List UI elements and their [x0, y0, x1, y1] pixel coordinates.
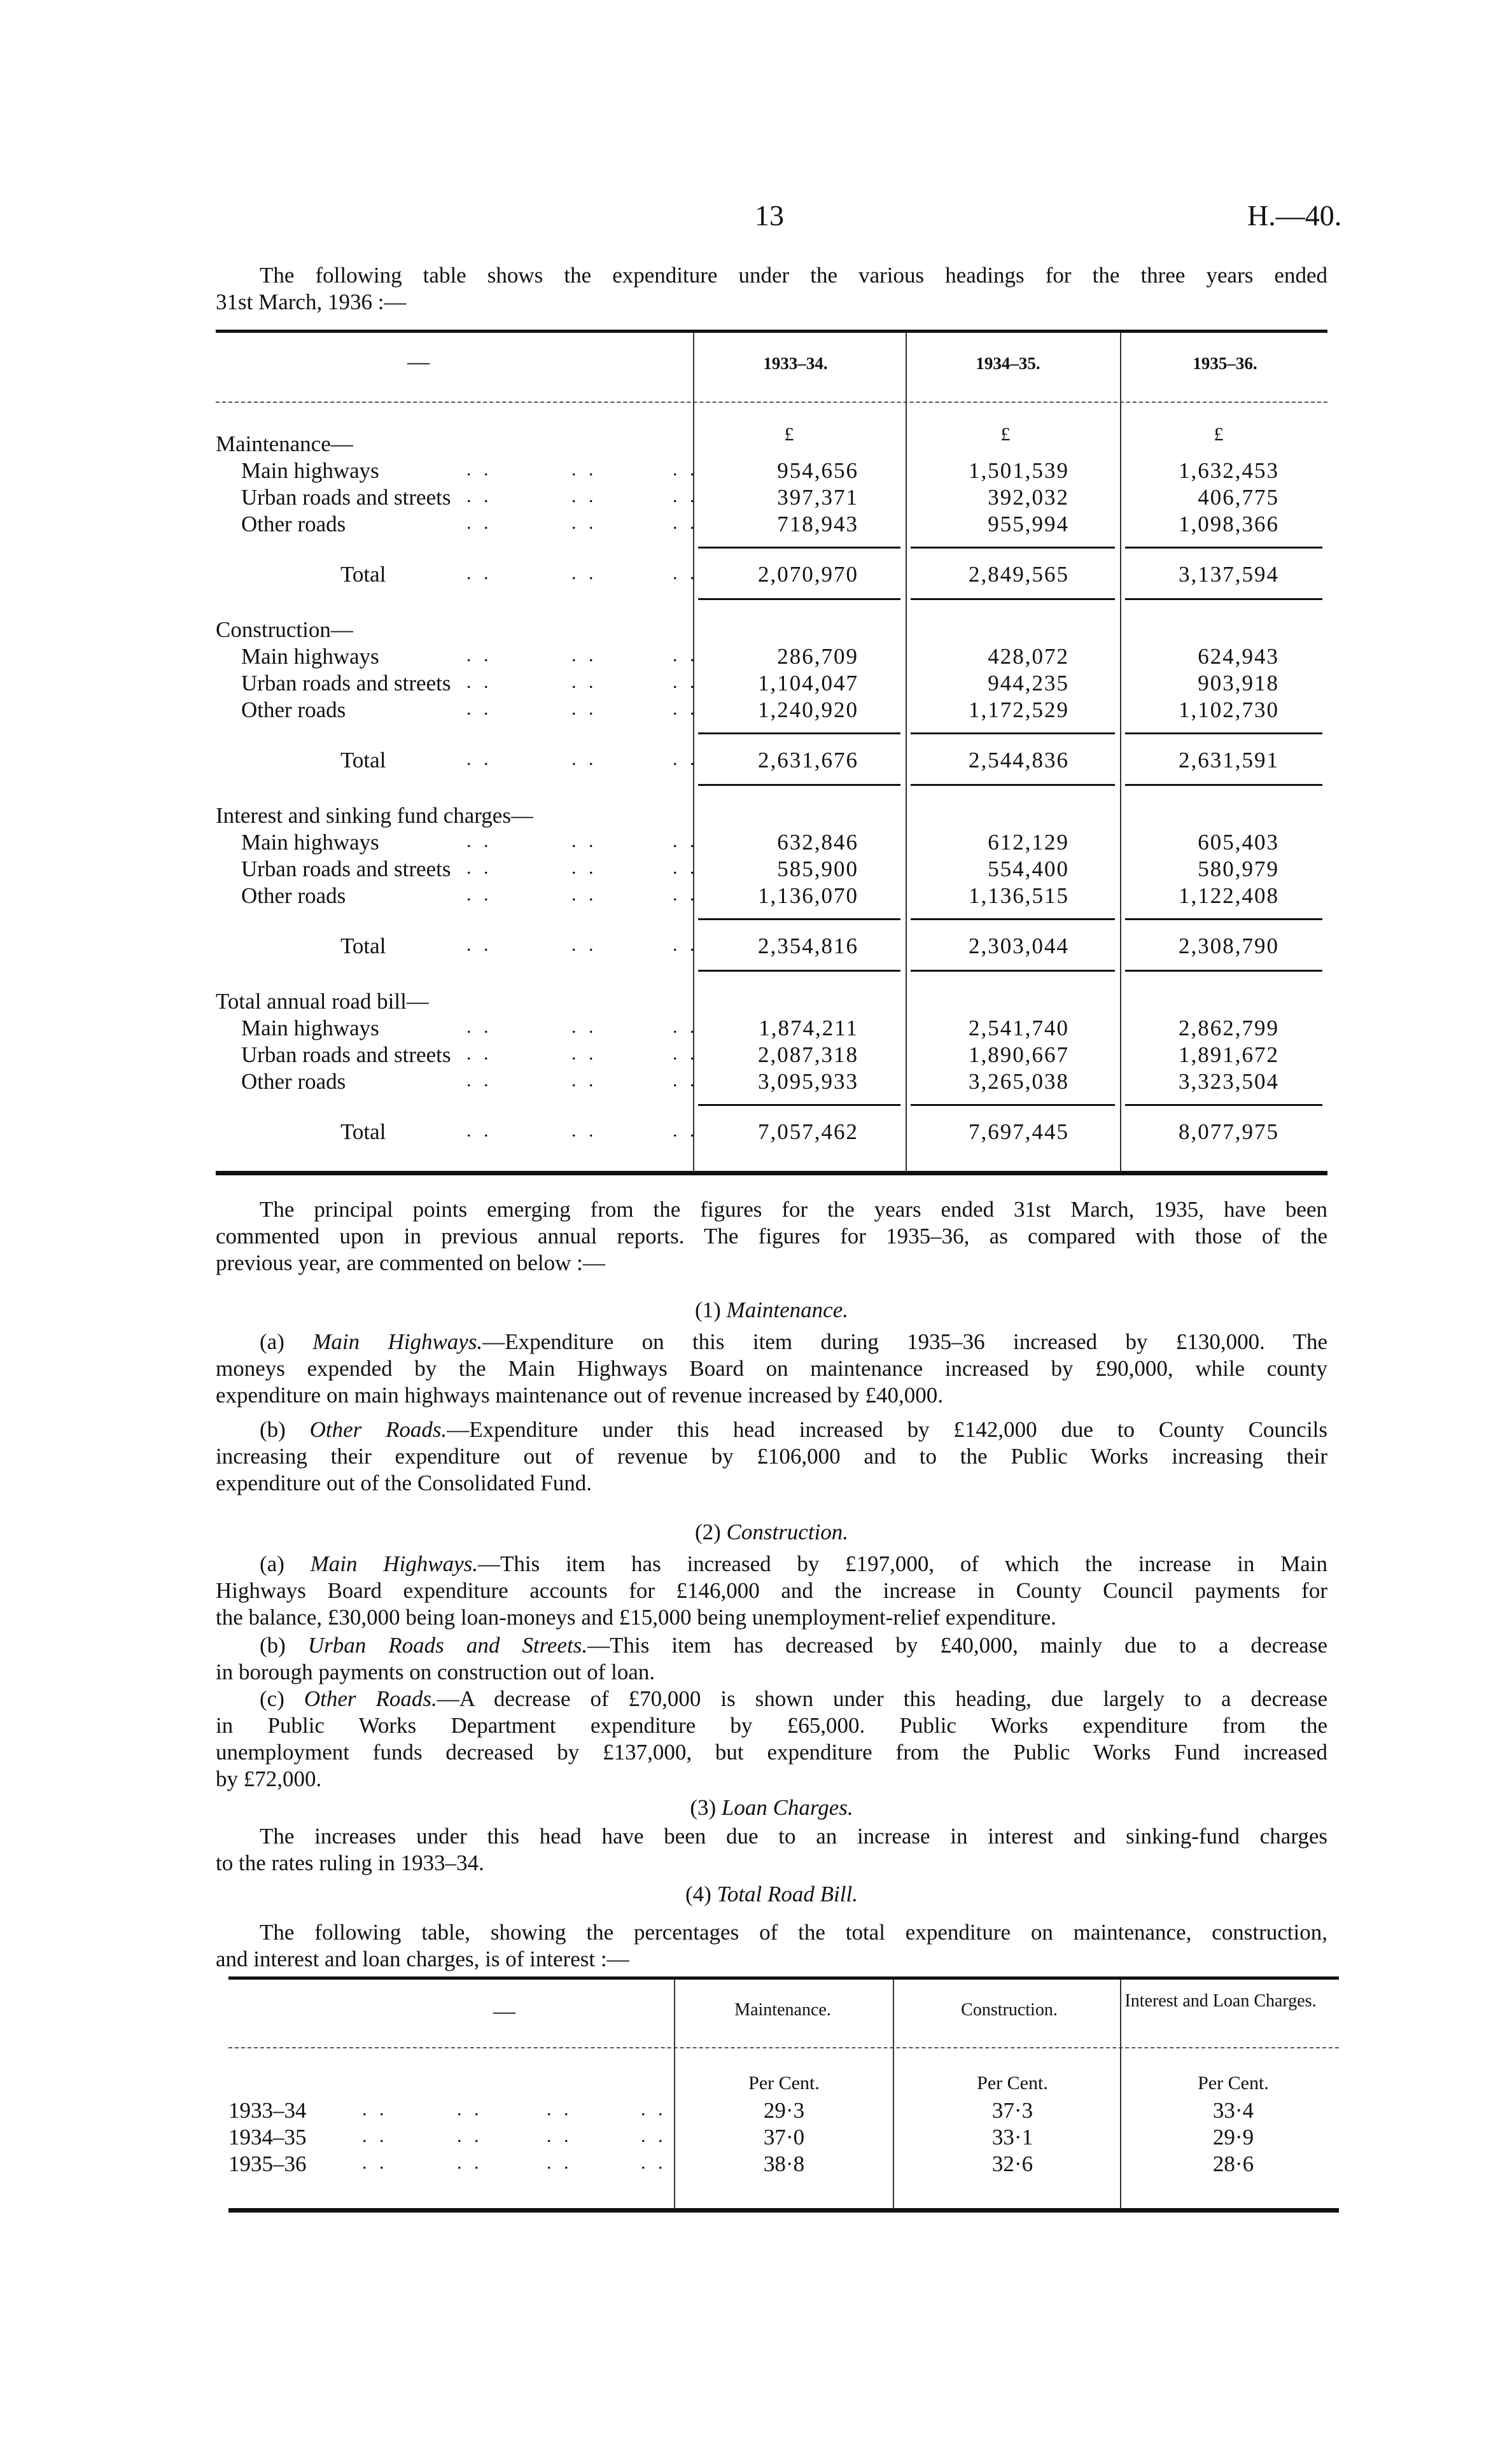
- page-number: 13: [755, 199, 784, 232]
- dot-leader: . .: [571, 645, 598, 666]
- section-number: (1): [694, 1297, 721, 1322]
- amount-cell: 1,136,070: [758, 883, 858, 908]
- text-line: expenditure on main highways maintenance out of revenue increased by £40,000.: [216, 1383, 943, 1408]
- text-line: [216, 1686, 1327, 1712]
- dot-leader: . .: [673, 1120, 699, 1141]
- dot-leader: . .: [673, 698, 699, 719]
- subtotal-rule: [911, 918, 1115, 920]
- dot-leader: . .: [571, 1016, 598, 1037]
- total-rule: [911, 784, 1115, 786]
- dot-leader: . .: [466, 1043, 493, 1064]
- subtotal-rule: [1125, 547, 1322, 549]
- intro-paragraph: [216, 262, 1327, 316]
- row-label: Urban roads and streets: [241, 485, 451, 510]
- total-rule: [698, 784, 900, 786]
- unit-label: Per Cent.: [748, 2073, 820, 2094]
- text-line: previous year, are commented on below :—: [216, 1250, 605, 1275]
- total-cell: 8,077,975: [1179, 1119, 1279, 1144]
- dot-leader: . .: [673, 671, 699, 692]
- dot-leader: . .: [362, 2152, 388, 2173]
- text-line: and interest and loan charges, is of interest :—: [216, 1947, 629, 1971]
- total-label: Total: [340, 562, 386, 587]
- dot-leader: . .: [457, 2152, 483, 2173]
- amount-cell: 2,541,740: [969, 1016, 1069, 1040]
- table-top-rule: [216, 330, 1327, 333]
- total-cell: 2,544,836: [969, 748, 1069, 773]
- dot-leader: . .: [466, 884, 493, 905]
- amount-cell: 428,072: [988, 644, 1069, 669]
- dot-leader: . .: [466, 857, 493, 878]
- dot-leader: . .: [641, 2152, 667, 2173]
- para-title: Other Roads.: [304, 1686, 437, 1711]
- dot-leader: . .: [547, 2099, 573, 2120]
- opening-paragraph: [216, 1196, 1327, 1276]
- table-bottom-rule: [228, 2208, 1339, 2213]
- dot-leader: . .: [571, 748, 598, 769]
- text-line: 31st March, 1936 :—: [216, 290, 407, 314]
- column-header: Interest and Loan Charges.: [1124, 1991, 1317, 2011]
- dot-leader: . .: [466, 1120, 493, 1141]
- text-line: the balance, £30,000 being loan-moneys and £15,000 being unemployment-relief expenditure.: [216, 1605, 1056, 1630]
- dot-leader: . .: [673, 459, 699, 480]
- total-label: Total: [340, 748, 386, 773]
- total-cell: 3,137,594: [1179, 562, 1279, 587]
- row-label: Urban roads and streets: [241, 1042, 451, 1067]
- dot-leader: . .: [571, 1070, 598, 1091]
- percent-cell: 33·4: [1212, 2098, 1254, 2123]
- total-label: Total: [340, 1119, 386, 1144]
- total-label: Total: [340, 934, 386, 958]
- para-label: (b): [260, 1633, 286, 1658]
- text-line: [216, 1551, 1327, 1577]
- row-label: Main highways: [241, 830, 379, 855]
- subtotal-rule: [911, 732, 1115, 734]
- amount-cell: 1,501,539: [969, 458, 1069, 483]
- text-line: [216, 1632, 1327, 1659]
- dot-leader: . .: [641, 2099, 667, 2120]
- amount-cell: 1,102,730: [1179, 697, 1279, 722]
- total-rule: [911, 970, 1115, 972]
- total-cell: 2,308,790: [1179, 934, 1279, 958]
- dot-leader: . .: [571, 698, 598, 719]
- total-cell: 2,631,591: [1179, 748, 1279, 773]
- text-line: The following table shows the expenditure under the various headings for the three years ended: [260, 263, 1327, 288]
- row-label: Other roads: [241, 697, 346, 722]
- subtotal-rule: [1125, 1104, 1322, 1106]
- dot-leader: . .: [673, 1070, 699, 1091]
- text-line: [216, 1329, 1327, 1355]
- dot-leader: . .: [466, 512, 493, 533]
- total-cell: 7,697,445: [969, 1119, 1069, 1144]
- header-blank-dash: —: [493, 1999, 515, 2024]
- dot-leader: . .: [571, 857, 598, 878]
- amount-cell: 954,656: [777, 458, 858, 483]
- dot-leader: . .: [571, 830, 598, 851]
- amount-cell: 1,874,211: [759, 1016, 858, 1040]
- amount-cell: 1,891,672: [1179, 1042, 1279, 1067]
- amount-cell: 585,900: [777, 857, 858, 881]
- text-line: by £72,000.: [216, 1766, 322, 1791]
- dot-leader: . .: [673, 830, 699, 851]
- text-line: moneys expended by the Main Highways Board on maintenance increased by £90,000, while county: [216, 1356, 1327, 1381]
- amount-cell: 718,943: [777, 512, 858, 536]
- amount-cell: 397,371: [777, 485, 858, 510]
- para-title: Urban Roads and Streets.: [307, 1633, 588, 1658]
- document-reference: H.—40.: [1247, 199, 1342, 232]
- total-cell: 2,070,970: [758, 562, 858, 587]
- text-line: The principal points emerging from the figures for the years ended 31st March, 1935, have been: [260, 1197, 1327, 1222]
- dot-leader: . .: [466, 1070, 493, 1091]
- text-line: in borough payments on construction out of loan.: [216, 1660, 655, 1684]
- table-top-rule: [228, 1976, 1339, 1980]
- dot-leader: . .: [673, 563, 699, 584]
- subtotal-rule: [911, 1104, 1115, 1106]
- amount-cell: 406,775: [1198, 485, 1279, 510]
- amount-cell: 612,129: [988, 830, 1069, 855]
- amount-cell: 632,846: [777, 830, 858, 855]
- paragraph: [216, 1551, 1327, 1631]
- dot-leader: . .: [466, 671, 493, 692]
- text-line: The following table, showing the percentages of the total expenditure on maintenance, construction,: [260, 1920, 1327, 1945]
- para-label: (b): [260, 1417, 286, 1442]
- dot-leader: . .: [466, 1016, 493, 1037]
- section-title: Loan Charges.: [721, 1795, 853, 1820]
- dot-leader: . .: [547, 2125, 573, 2146]
- amount-cell: 3,323,504: [1179, 1069, 1279, 1094]
- year-header: 1935–36.: [1193, 354, 1257, 373]
- subtotal-rule: [698, 1104, 900, 1106]
- subtotal-rule: [698, 732, 900, 734]
- section-title: Construction.: [726, 1520, 849, 1544]
- currency-symbol: £: [1000, 424, 1011, 445]
- subtotal-rule: [911, 547, 1115, 549]
- amount-cell: 3,095,933: [758, 1069, 858, 1094]
- dot-leader: . .: [571, 512, 598, 533]
- section-heading: Total annual road bill—: [216, 989, 429, 1014]
- section-number: (2): [694, 1520, 721, 1544]
- amount-cell: 605,403: [1198, 830, 1279, 855]
- amount-cell: 580,979: [1198, 857, 1279, 881]
- subtotal-rule: [1125, 918, 1322, 920]
- para-label: (a): [260, 1329, 284, 1354]
- currency-symbol: £: [784, 424, 794, 445]
- amount-cell: 3,265,038: [969, 1069, 1069, 1094]
- header-divider: [228, 2047, 1339, 2048]
- para-label: (c): [260, 1686, 284, 1711]
- amount-cell: 286,709: [777, 644, 858, 669]
- para-text: —Expenditure under this head increased by £142,000 due to County Councils: [447, 1417, 1328, 1442]
- row-label: Urban roads and streets: [241, 671, 451, 696]
- header-blank-dash: —: [407, 349, 430, 374]
- row-label: Other roads: [241, 1069, 346, 1094]
- dot-leader: . .: [673, 1016, 699, 1037]
- total-rule: [698, 970, 900, 972]
- table-bottom-rule: [216, 1171, 1327, 1175]
- amount-cell: 2,862,799: [1179, 1016, 1279, 1040]
- total-cell: 7,057,462: [758, 1119, 858, 1144]
- section-heading: [216, 1297, 1327, 1324]
- para-text: —A decrease of £70,000 is shown under this heading, due largely to a decrease: [437, 1686, 1328, 1711]
- total-rule: [1125, 784, 1322, 786]
- amount-cell: 955,994: [988, 512, 1069, 536]
- dot-leader: . .: [362, 2125, 388, 2146]
- dot-leader: . .: [362, 2099, 388, 2120]
- text-line: commented upon in previous annual reports. The figures for 1935–36, as compared with those of the: [216, 1224, 1327, 1248]
- subtotal-rule: [698, 547, 900, 549]
- paragraph: [216, 1823, 1327, 1877]
- amount-cell: 1,890,667: [969, 1042, 1069, 1067]
- dot-leader: . .: [571, 884, 598, 905]
- text-line: [216, 1416, 1327, 1443]
- paragraph: [216, 1632, 1327, 1686]
- dot-leader: . .: [673, 884, 699, 905]
- paragraph: [216, 1686, 1327, 1793]
- dot-leader: . .: [457, 2125, 483, 2146]
- dot-leader: . .: [466, 645, 493, 666]
- row-label: Main highways: [241, 458, 379, 483]
- dot-leader: . .: [457, 2099, 483, 2120]
- subtotal-rule: [1125, 732, 1322, 734]
- section-heading: [216, 1881, 1327, 1908]
- amount-cell: 1,172,529: [969, 697, 1069, 722]
- section-heading: Interest and sinking fund charges—: [216, 803, 533, 828]
- percent-cell: 38·8: [763, 2151, 805, 2176]
- column-divider: [893, 1980, 894, 2208]
- amount-cell: 554,400: [988, 857, 1069, 881]
- row-label: Urban roads and streets: [241, 857, 451, 881]
- dot-leader: . .: [673, 857, 699, 878]
- paragraph: [216, 1416, 1327, 1497]
- percent-cell: 33·1: [991, 2125, 1033, 2150]
- paragraph: [216, 1329, 1327, 1409]
- currency-symbol: £: [1214, 424, 1224, 445]
- text-line: unemployment funds decreased by £137,000, but expenditure from the Public Works Fund increased: [216, 1740, 1327, 1765]
- dot-leader: . .: [571, 459, 598, 480]
- amount-cell: 1,136,515: [969, 883, 1069, 908]
- amount-cell: 1,240,920: [758, 697, 858, 722]
- section-number: (3): [690, 1795, 717, 1820]
- text-line: increasing their expenditure out of revenue by £106,000 and to the Public Works increasing their: [216, 1444, 1327, 1469]
- amount-cell: 392,032: [988, 485, 1069, 510]
- dot-leader: . .: [673, 486, 699, 507]
- unit-label: Per Cent.: [1198, 2073, 1269, 2094]
- percent-cell: 37·3: [991, 2098, 1033, 2123]
- total-rule: [911, 598, 1115, 600]
- para-title: Main Highways.: [312, 1329, 483, 1354]
- amount-cell: 903,918: [1198, 671, 1279, 696]
- dot-leader: . .: [673, 934, 699, 955]
- dot-leader: . .: [641, 2125, 667, 2146]
- dot-leader: . .: [673, 1043, 699, 1064]
- subtotal-rule: [698, 918, 900, 920]
- section-title: Maintenance.: [726, 1297, 849, 1322]
- section-heading: [216, 1794, 1327, 1821]
- amount-cell: 1,632,453: [1179, 458, 1279, 483]
- total-cell: 2,303,044: [969, 934, 1069, 958]
- row-label: Main highways: [241, 1016, 379, 1040]
- dot-leader: . .: [571, 671, 598, 692]
- row-label: Main highways: [241, 644, 379, 669]
- percent-cell: 29·3: [763, 2098, 805, 2123]
- amount-cell: 2,087,318: [758, 1042, 858, 1067]
- dot-leader: . .: [571, 934, 598, 955]
- year-label: 1935–36: [228, 2151, 307, 2176]
- total-cell: 2,354,816: [758, 934, 858, 958]
- column-header: Construction.: [961, 2000, 1058, 2020]
- dot-leader: . .: [673, 748, 699, 769]
- total-rule: [1125, 598, 1322, 600]
- amount-cell: 944,235: [988, 671, 1069, 696]
- amount-cell: 1,098,366: [1179, 512, 1279, 536]
- column-header: Maintenance.: [734, 2000, 831, 2020]
- header-divider: [216, 402, 1327, 403]
- dot-leader: . .: [466, 563, 493, 584]
- text-line: The increases under this head have been due to an increase in interest and sinking-fund charges: [260, 1824, 1327, 1849]
- dot-leader: . .: [571, 563, 598, 584]
- year-label: 1933–34: [228, 2098, 307, 2123]
- text-line: expenditure out of the Consolidated Fund.: [216, 1471, 592, 1495]
- year-header: 1933–34.: [763, 354, 828, 373]
- para-title: Main Highways.: [310, 1551, 479, 1576]
- dot-leader: . .: [466, 486, 493, 507]
- text-line: in Public Works Department expenditure by £65,000. Public Works expenditure from the: [216, 1713, 1327, 1738]
- percent-cell: 28·6: [1212, 2151, 1254, 2176]
- percent-cell: 32·6: [991, 2151, 1033, 2176]
- text-line: Highways Board expenditure accounts for £146,000 and the increase in County Council payments for: [216, 1578, 1327, 1603]
- dot-leader: . .: [466, 698, 493, 719]
- dot-leader: . .: [673, 645, 699, 666]
- dot-leader: . .: [571, 486, 598, 507]
- section-heading: Maintenance—: [216, 431, 353, 456]
- dot-leader: . .: [466, 830, 493, 851]
- total-cell: 2,631,676: [758, 748, 858, 773]
- para-text: —Expenditure on this item during 1935–36 increased by £130,000. The: [482, 1329, 1327, 1354]
- text-line: to the rates ruling in 1933–34.: [216, 1850, 484, 1875]
- amount-cell: 624,943: [1198, 644, 1279, 669]
- percent-cell: 37·0: [763, 2125, 805, 2150]
- section-title: Total Road Bill.: [717, 1882, 858, 1906]
- column-divider: [1120, 1980, 1121, 2208]
- amount-cell: 1,104,047: [758, 671, 858, 696]
- para-title: Other Roads.: [309, 1417, 447, 1442]
- unit-label: Per Cent.: [977, 2073, 1048, 2094]
- percent-cell: 29·9: [1212, 2125, 1254, 2150]
- paragraph: [216, 1919, 1327, 1973]
- year-label: 1934–35: [228, 2125, 307, 2150]
- total-cell: 2,849,565: [969, 562, 1069, 587]
- section-heading: [216, 1519, 1327, 1546]
- dot-leader: . .: [466, 459, 493, 480]
- dot-leader: . .: [466, 934, 493, 955]
- dot-leader: . .: [673, 512, 699, 533]
- total-rule: [698, 598, 900, 600]
- section-heading: Construction—: [216, 617, 353, 642]
- section-number: (4): [685, 1882, 711, 1906]
- dot-leader: . .: [466, 748, 493, 769]
- row-label: Other roads: [241, 512, 346, 536]
- dot-leader: . .: [571, 1043, 598, 1064]
- para-label: (a): [260, 1551, 284, 1576]
- dot-leader: . .: [547, 2152, 573, 2173]
- row-label: Other roads: [241, 883, 346, 908]
- para-text: —This item has decreased by £40,000, mainly due to a decrease: [587, 1633, 1327, 1658]
- year-header: 1934–35.: [976, 354, 1040, 373]
- amount-cell: 1,122,408: [1179, 883, 1279, 908]
- para-text: —This item has increased by £197,000, of which the increase in Main: [478, 1551, 1327, 1576]
- dot-leader: . .: [571, 1120, 598, 1141]
- total-rule: [1125, 970, 1322, 972]
